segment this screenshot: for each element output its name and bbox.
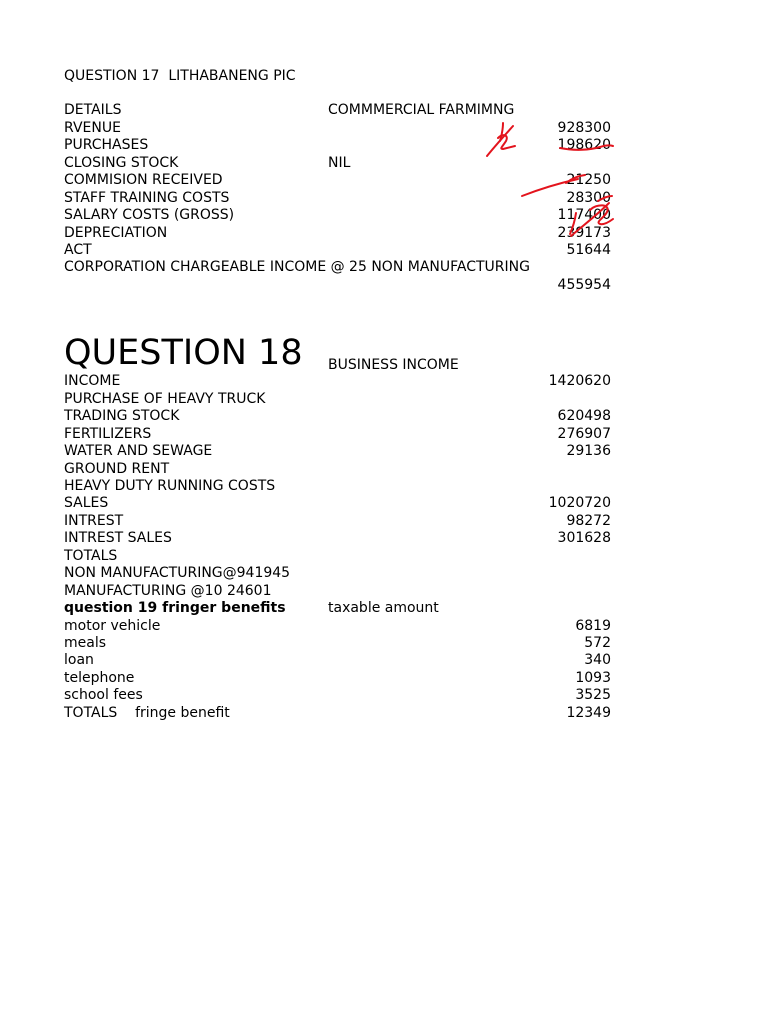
question-18-header-row bbox=[64, 294, 611, 373]
table-row bbox=[64, 426, 611, 443]
table-row bbox=[64, 513, 611, 530]
table-row bbox=[64, 443, 611, 460]
row-label: SALES bbox=[64, 495, 109, 512]
row-label: INCOME bbox=[64, 373, 121, 390]
table-row bbox=[64, 120, 611, 137]
row-label: CORPORATION CHARGEABLE INCOME @ 25 NON MANUFACTURING bbox=[64, 259, 530, 276]
row-value: 301628 bbox=[557, 530, 611, 547]
row-value: 340 bbox=[584, 652, 611, 669]
row-label: TOTALS bbox=[64, 547, 118, 564]
row-value: 3525 bbox=[575, 687, 611, 704]
row-label: motor vehicle bbox=[64, 617, 161, 634]
table-row bbox=[64, 242, 611, 259]
row-label: PURCHASES bbox=[64, 137, 149, 154]
table-row bbox=[64, 277, 611, 294]
row-label: DEPRECIATION bbox=[64, 224, 168, 241]
table-row bbox=[64, 565, 611, 582]
row-label: FERTILIZERS bbox=[64, 425, 152, 442]
row-label: meals bbox=[64, 634, 107, 651]
question-18-subheading: BUSINESS INCOME bbox=[328, 357, 459, 374]
question-19-section bbox=[64, 600, 611, 722]
blank-row bbox=[64, 85, 611, 102]
question-19-header-row bbox=[64, 600, 611, 617]
question-19-heading: question 19 fringer benefits bbox=[64, 600, 286, 617]
table-row bbox=[64, 635, 611, 652]
row-label: loan bbox=[64, 652, 94, 669]
row-label: SALARY COSTS (GROSS) bbox=[64, 207, 235, 224]
table-row bbox=[64, 583, 611, 600]
row-value: 98272 bbox=[566, 512, 611, 529]
table-row bbox=[64, 137, 611, 154]
question-18-section bbox=[64, 294, 611, 600]
table-row bbox=[64, 373, 611, 390]
row-label: TRADING STOCK bbox=[64, 408, 180, 425]
row-label: CLOSING STOCK bbox=[64, 154, 179, 171]
row-label: telephone bbox=[64, 669, 135, 686]
row-note: COMMMERCIAL FARMIMNG bbox=[328, 102, 515, 119]
row-label: RVENUE bbox=[64, 119, 121, 136]
table-row bbox=[64, 495, 611, 512]
row-value: 28300 bbox=[566, 189, 611, 206]
worksheet bbox=[64, 68, 611, 723]
question-17-title-row bbox=[64, 68, 611, 85]
row-value: 117400 bbox=[557, 207, 611, 224]
question-17-rows bbox=[64, 102, 611, 294]
question-19-rows bbox=[64, 618, 611, 723]
table-row bbox=[64, 391, 611, 408]
table-row bbox=[64, 618, 611, 635]
row-value: 620498 bbox=[557, 408, 611, 425]
table-row bbox=[64, 652, 611, 669]
table-row bbox=[64, 670, 611, 687]
row-label: school fees bbox=[64, 687, 143, 704]
row-value: 1420620 bbox=[548, 373, 611, 390]
row-value: 12349 bbox=[566, 704, 611, 721]
row-note: NIL bbox=[328, 154, 351, 171]
row-value: 276907 bbox=[557, 425, 611, 442]
table-row bbox=[64, 155, 611, 172]
row-value: 51644 bbox=[566, 241, 611, 258]
row-label: NON MANUFACTURING@941945 bbox=[64, 565, 291, 582]
table-row bbox=[64, 172, 611, 189]
row-label: PURCHASE OF HEAVY TRUCK bbox=[64, 390, 266, 407]
table-row bbox=[64, 408, 611, 425]
table-row bbox=[64, 190, 611, 207]
table-row bbox=[64, 705, 611, 722]
question-17-section bbox=[64, 68, 611, 295]
row-label: COMMISION RECEIVED bbox=[64, 172, 223, 189]
table-row bbox=[64, 478, 611, 495]
row-label: STAFF TRAINING COSTS bbox=[64, 189, 230, 206]
table-row bbox=[64, 548, 611, 565]
row-value: 1020720 bbox=[548, 495, 611, 512]
row-label: TOTALS fringe benefit bbox=[64, 704, 230, 721]
row-label: GROUND RENT bbox=[64, 460, 170, 477]
row-label: ACT bbox=[64, 241, 92, 258]
row-value: 198620 bbox=[557, 137, 611, 154]
table-row bbox=[64, 530, 611, 547]
row-value: 1093 bbox=[575, 669, 611, 686]
row-label: DETAILS bbox=[64, 102, 122, 119]
row-value: 29136 bbox=[566, 443, 611, 460]
question-17-title: QUESTION 17 LITHABANENG PIC bbox=[64, 67, 296, 84]
table-row bbox=[64, 207, 611, 224]
row-label: MANUFACTURING @10 24601 bbox=[64, 582, 272, 599]
row-label: WATER AND SEWAGE bbox=[64, 443, 213, 460]
question-18-rows bbox=[64, 373, 611, 600]
row-value: 572 bbox=[584, 634, 611, 651]
row-label: INTREST bbox=[64, 512, 124, 529]
question-18-heading: QUESTION 18 bbox=[64, 333, 303, 374]
row-label: INTREST SALES bbox=[64, 530, 172, 547]
row-value: 21250 bbox=[566, 172, 611, 189]
table-row bbox=[64, 259, 611, 276]
table-row bbox=[64, 687, 611, 704]
row-value: 928300 bbox=[557, 119, 611, 136]
table-row bbox=[64, 102, 611, 119]
row-value: 455954 bbox=[557, 276, 611, 293]
table-row bbox=[64, 225, 611, 242]
table-row bbox=[64, 461, 611, 478]
row-label: HEAVY DUTY RUNNING COSTS bbox=[64, 478, 276, 495]
row-value: 6819 bbox=[575, 617, 611, 634]
row-value: 239173 bbox=[557, 224, 611, 241]
question-19-column-label: taxable amount bbox=[328, 600, 439, 617]
